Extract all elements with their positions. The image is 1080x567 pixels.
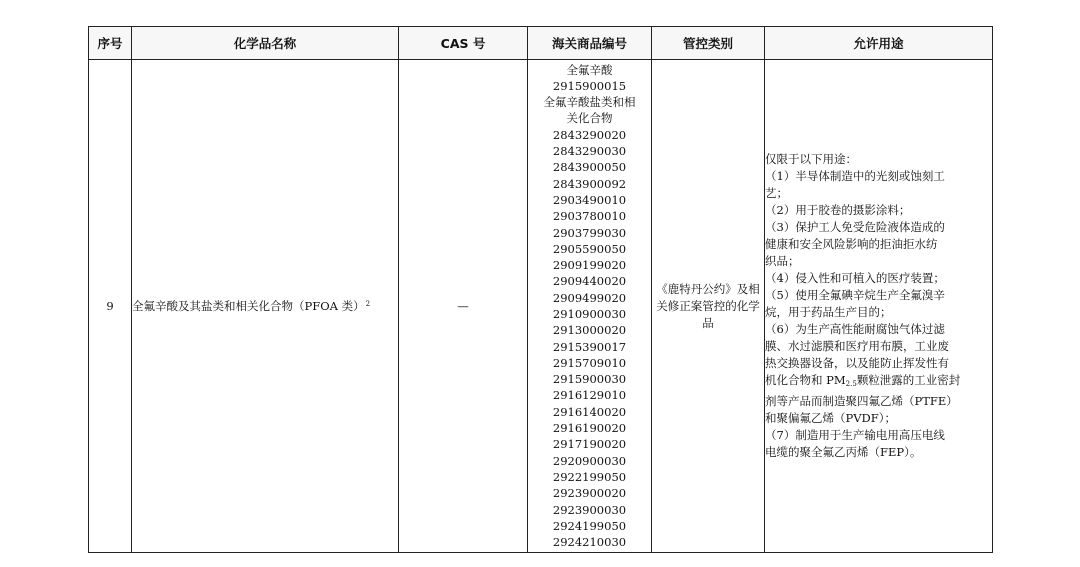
customs-code-line: 关化合物 bbox=[566, 111, 613, 126]
customs-code-line: 2843900092 bbox=[552, 176, 627, 191]
customs-code-line: 2916190020 bbox=[552, 421, 627, 436]
use-line: 艺； bbox=[765, 186, 788, 200]
use-line: 健康和安全风险影响的拒油拒水纺 bbox=[765, 237, 938, 251]
customs-code-line: 2903780010 bbox=[552, 209, 627, 224]
use-line: 剂等产品而制造聚四氟乙烯（PTFE） bbox=[765, 394, 958, 408]
chemical-name-cell bbox=[132, 60, 399, 553]
customs-code-line: 2843290030 bbox=[552, 144, 627, 159]
customs-code-line: 2922199050 bbox=[552, 469, 627, 484]
use-line: （2）用于胶卷的摄影涂料； bbox=[765, 203, 911, 217]
header-row bbox=[89, 27, 993, 60]
table-row bbox=[89, 60, 993, 553]
customs-code-line: 2843900050 bbox=[552, 160, 627, 175]
customs-code-line: 2903799030 bbox=[552, 225, 627, 240]
customs-code-line: 2915900015 bbox=[552, 78, 627, 93]
header-permitted-use: 允许用途 bbox=[765, 27, 993, 60]
customs-code-line: 2910900030 bbox=[552, 307, 627, 321]
customs-code-line: 全氟辛酸盐类和相 bbox=[543, 95, 636, 110]
use-line: 热交换器设备，以及能防止挥发性有 bbox=[765, 356, 949, 370]
header-cas-number: CAS 号 bbox=[399, 27, 528, 60]
cas-number: — bbox=[399, 60, 528, 553]
customs-code-line: 2917190020 bbox=[552, 437, 627, 452]
customs-code-line: 全氟辛酸 bbox=[566, 62, 613, 77]
customs-code-line: 2916140020 bbox=[552, 404, 627, 419]
customs-code-line: 2923900020 bbox=[552, 486, 627, 501]
use-line: （1）半导体制造中的光刻或蚀刻工 bbox=[765, 169, 945, 183]
chemical-table bbox=[88, 26, 993, 553]
use-line: （5）使用全氟碘辛烷生产全氟溴辛 bbox=[765, 288, 945, 302]
use-line: 仅限于以下用途： bbox=[765, 152, 857, 166]
customs-code-line: 2913000020 bbox=[552, 323, 627, 338]
use-line: 织品； bbox=[765, 254, 800, 268]
header-index: 序号 bbox=[89, 27, 132, 60]
use-line: （7）制造用于生产输电用高压电线 bbox=[765, 428, 945, 442]
customs-code-line: 2843290020 bbox=[552, 127, 627, 142]
permitted-use-list bbox=[765, 60, 993, 553]
customs-code-line: 2924199050 bbox=[552, 518, 627, 533]
customs-code-line: 2903490010 bbox=[552, 192, 627, 207]
customs-code-line: 2924210030 bbox=[552, 535, 627, 550]
pm-label: 机化合物和 PM bbox=[765, 373, 846, 387]
customs-code-line: 2923900030 bbox=[552, 502, 627, 517]
customs-code-line: 2909499020 bbox=[552, 290, 627, 305]
use-line: （6）为生产高性能耐腐蚀气体过滤 bbox=[765, 322, 945, 336]
header-control-category: 管控类别 bbox=[652, 27, 765, 60]
footnote-marker: 2 bbox=[365, 300, 371, 308]
customs-code-list bbox=[528, 60, 652, 553]
customs-code-line: 2915709010 bbox=[552, 355, 627, 370]
control-category: 《鹿特丹公约》及相关修正案管控的化学品 bbox=[652, 60, 765, 553]
row-index: 9 bbox=[89, 60, 132, 553]
pm-tail: 颗粒泄露的工业密封 bbox=[856, 373, 961, 387]
customs-code-line: 2915900030 bbox=[552, 372, 627, 387]
customs-code-line: 2909440020 bbox=[552, 274, 627, 289]
customs-code-line: 2916129010 bbox=[552, 388, 627, 403]
customs-code-line: 2909199020 bbox=[552, 258, 627, 273]
use-line-pm bbox=[765, 372, 992, 393]
header-customs-code: 海关商品编号 bbox=[528, 27, 652, 60]
header-chemical-name: 化学品名称 bbox=[132, 27, 399, 60]
use-line: （3）保护工人免受危险液体造成的 bbox=[765, 220, 945, 234]
customs-code-line: 2915390017 bbox=[552, 339, 627, 354]
use-line: 和聚偏氟乙烯（PVDF）； bbox=[765, 411, 896, 425]
use-line: （4）侵入性和可植入的医疗装置； bbox=[765, 271, 945, 285]
pm-subscript: 2.5 bbox=[845, 380, 857, 388]
customs-code-line: 2905590050 bbox=[552, 241, 627, 256]
chemical-name: 全氟辛酸及其盐类和相关化合物（PFOA 类） bbox=[132, 299, 365, 313]
customs-code-line: 2920900030 bbox=[552, 453, 627, 468]
use-line: 膜、水过滤膜和医疗用布膜，工业废 bbox=[765, 339, 949, 353]
use-line: 电缆的聚全氟乙丙烯（FEP）。 bbox=[765, 445, 922, 459]
use-line: 烷，用于药品生产目的； bbox=[765, 305, 892, 319]
